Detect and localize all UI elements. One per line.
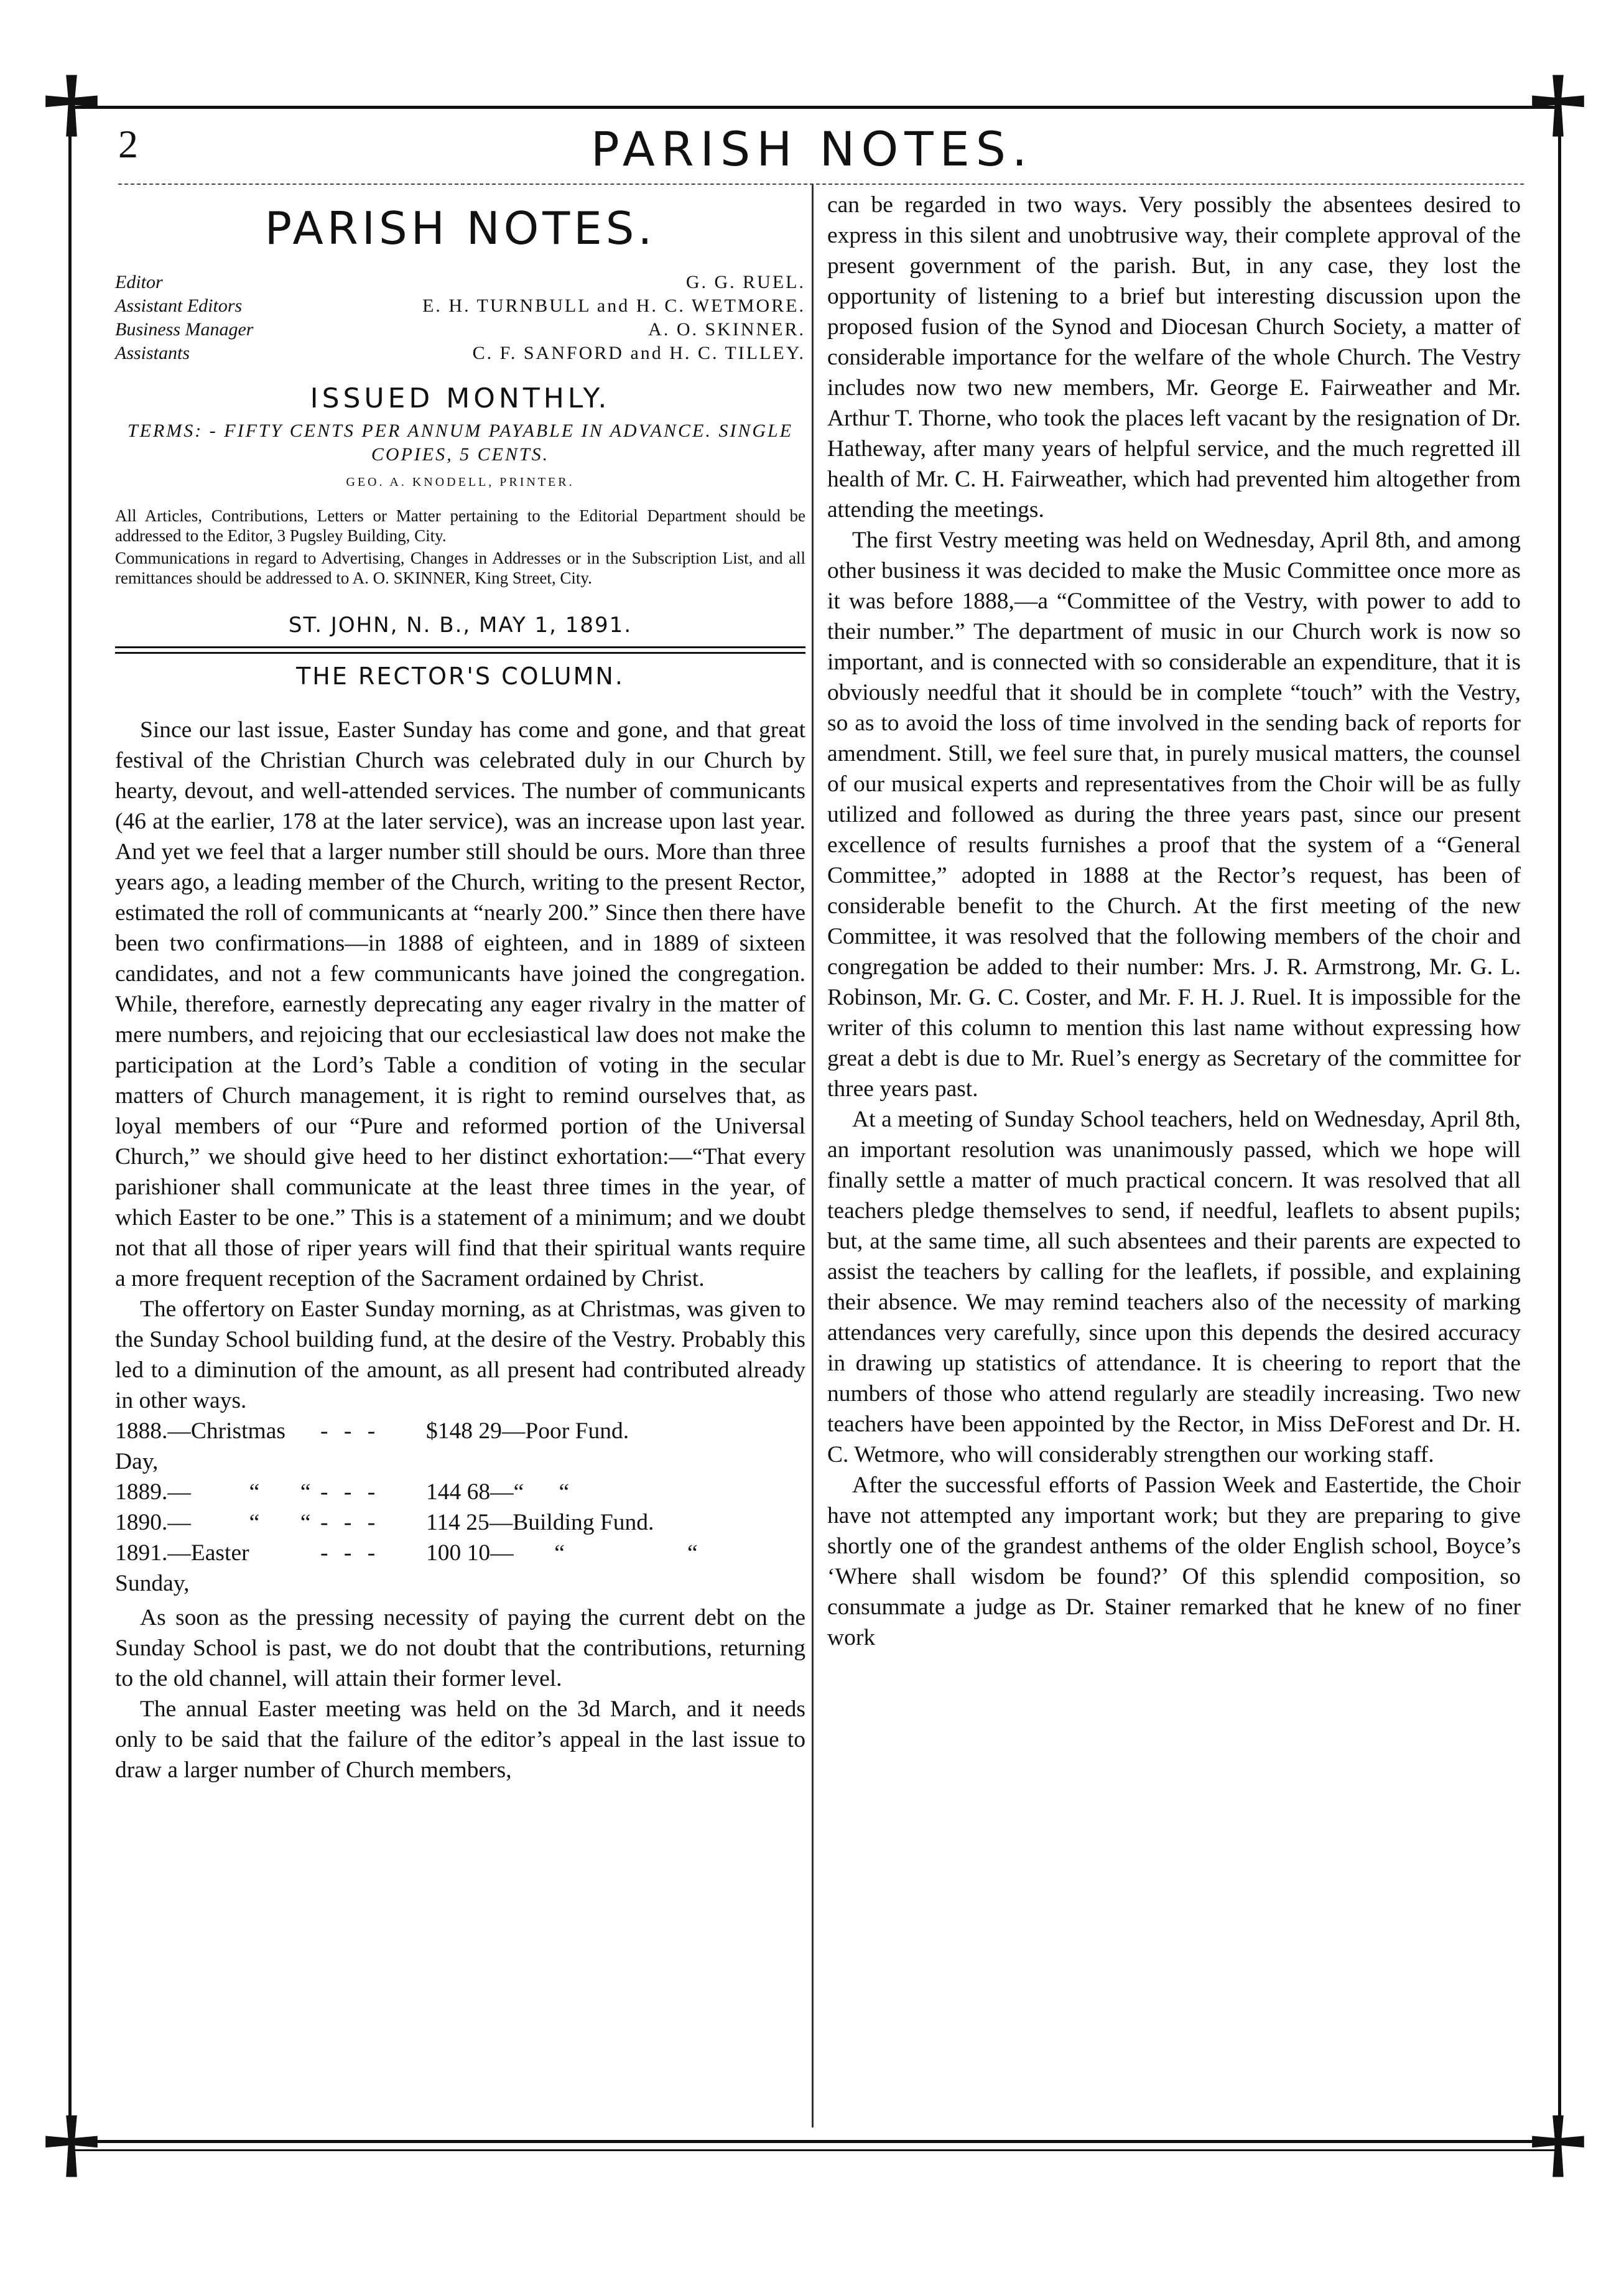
ledger-amount: 114 25—Building Fund. [426, 1510, 654, 1535]
bottom-rule [68, 2140, 1558, 2143]
ledger-dashes: - - - [320, 1510, 381, 1535]
staff-line [115, 271, 805, 294]
dateline: ST. JOHN, N. B., MAY 1, 1891. [288, 613, 633, 638]
editorial-notice: All Articles, Contributions, Letters or Matter pertaining to the Editorial Department should be addressed to the Editor, 3 Pugsley Building, City. [115, 506, 805, 545]
printer-credit: GEO. A. KNODELL, PRINTER. [346, 475, 575, 489]
table-row [115, 1538, 805, 1599]
ledger-amount: 100 10— “ [426, 1540, 565, 1566]
ledger-ditto [687, 1416, 805, 1477]
ledger-dashes: - - - [320, 1418, 381, 1444]
ledger-ditto: “ [687, 1540, 698, 1566]
staff-role: Assistants [115, 343, 190, 363]
table-row [115, 1416, 805, 1477]
paragraph: can be regarded in two ways. Very possibly the absentees desired to express in this silent and unobtrusive way, their complete approval of the present government of the parish. But, in any case, they lost the opportunity of listening to a brief but interesting discussion upon the proposed fusion of the Synod and Diocesan Church Society, a matter of considerable importance for the welfare of the whole Church. The Vestry includes now two new members, Mr. George E. Fairweather and Mr. Arthur T. Thorne, who took the places left vacant by the resignation of Dr. Hatheway, after many years of helpful service, and the much regretted ill health of Mr. C. H. Fairweather, which had prevented him altogether from attending the meetings. [827, 192, 1521, 523]
ledger-ditto [687, 1507, 805, 1538]
paragraph: As soon as the pressing necessity of paying the current debt on the Sunday School is past, we do not doubt that the contributions, returning to the old channel, will attain their former level. [115, 1605, 805, 1691]
table-row [115, 1477, 805, 1507]
header-rule [118, 184, 1524, 185]
ledger-dashes: - - - [320, 1540, 381, 1566]
paragraph: The first Vestry meeting was held on Wednesday, April 8th, and among other business it was decided to make the Music Committee once more as it was before 1888,—a “Committee of the Vestry, with power to add to their number.” The department of music in our Church work is now so important, and is connected with so considerable an expenditure, that it is obviously needful that it should be in complete “touch” with the Vestry, so as to avoid the loss of time involved in the sending back of reports for amendment. Still, we feel sure that, in purely musical matters, the counsel of our musical experts and representatives from the Choir will be as fully utilized and followed as during the three years past, since our present excellence of results furnishes a proof that the system of a “General Committee,” adopted in 1888 at the Rector’s request, has been of considerable benefit to the Church. At the first meeting of the new Committee, it was resolved that the following members of the choir and congregation be added to their number: Mrs. J. R. Armstrong, Mr. G. L. Robinson, Mr. G. C. Coster, and Mr. F. H. J. Ruel. It is impossible for the writer of this column to mention this last name without expressing how great a debt is due to Mr. Ruel’s energy as Secretary of the committee for three years past. [827, 528, 1521, 1102]
paragraph: The offertory on Easter Sunday morning, as at Christmas, was given to the Sunday School building fund, at the desire of the Vestry. Probably this led to a diminution of the amount, as all present had contributed already in other ways. [115, 1296, 805, 1413]
corner-cross-icon [37, 2112, 106, 2180]
staff-role: Business Manager [115, 319, 254, 340]
ledger-year: 1891.—Easter Sunday, [115, 1540, 249, 1596]
top-rule [68, 106, 1558, 109]
paragraph: The annual Easter meeting was held on the 3d March, and it needs only to be said that the failure of the editor’s appeal in the last issue to draw a larger number of Church members, [115, 1696, 805, 1783]
staff-line [115, 318, 805, 342]
subscription-terms: TERMS: - FIFTY CENTS PER ANNUM PAYABLE IN ADVANCE. SINGLE COPIES, 5 CENTS. [127, 421, 794, 465]
ledger-year: 1888.—Christmas Day, [115, 1418, 285, 1474]
ledger-dashes: - - - [320, 1479, 381, 1505]
staff-name: A. O. SKINNER. [648, 319, 805, 340]
paragraph: After the successful efforts of Passion Week and Eastertide, the Choir have not attempted any important work; but they are preparing to give shortly one of the grandest anthems of the older English school, Boyce’s ‘Where shall wisdom be found?’ Of this splendid composition, so consummate a judge as Dr. Stainer remarked that he knew of no finer work [827, 1472, 1521, 1650]
staff-name: C. F. SANFORD and H. C. TILLEY. [472, 343, 805, 363]
staff-line [115, 294, 805, 318]
staff-line [115, 342, 805, 365]
table-row [115, 1507, 805, 1538]
paragraph: Since our last issue, Easter Sunday has come and gone, and that great festival of the Christian Church was celebrated duly in our Church by hearty, devout, and well-attended services. The number of communicants (46 at the earlier, 178 at the later service), was an increase upon last year. And yet we feel that a larger number still should be ours. More than three years ago, a leading member of the Church, writing to the present Rector, estimated the roll of communicants at “nearly 200.” Since then there have been two confirmations—in 1888 of eighteen, and in 1889 of sixteen candidates, and not a few communicants have joined the congregation. While, therefore, earnestly deprecating any eager rivalry in the matter of mere numbers, and rejoicing that our ecclesiastical law does not make the participation at the Lord’s Table a condition of voting in the secular matters of Church management, it is right to remind ourselves that, as loyal members of our “Pure and reformed portion of the Universal Church,” we should give heed to her distinct exhortation:—“That every parishioner shall communicate at the least three times in the year, of which Easter to be one.” This is a statement of a minimum; and we doubt not that all those of riper years will find that their spiritual wants require a more frequent reception of the Sacrament ordained by Christ. [115, 717, 805, 1291]
column-divider [812, 184, 814, 2128]
running-head: PARISH NOTES. [590, 121, 1034, 177]
staff-name: E. H. TURNBULL and H. C. WETMORE. [422, 295, 805, 316]
paragraph: At a meeting of Sunday School teachers, held on Wednesday, April 8th, an important resolution was unanimously passed, which we hope will finally settle a matter of much practical concern. It was resolved that all teachers pledge themselves to send, if needful, leaflets to absent pupils; but, at the same time, all such absentees and their parents are expected to assist the teachers by calling for the leaflets, if possible, and explaining their absence. We may remind teachers also of the necessity of marking attendances very carefully, since upon this depends the desired accuracy in drawing up statistics of attendance. It is cheering to report that the numbers of those who attend regularly are steadily increasing. Two new teachers have been appointed by the Rector, in Miss DeForest and Dr. H. C. Wetmore, who will considerably strengthen our working staff. [827, 1107, 1521, 1467]
left-column [115, 190, 805, 1785]
ledger-year: 1890.— “ “ [115, 1510, 311, 1535]
page-number: 2 [118, 122, 138, 166]
staff-list [115, 271, 805, 365]
double-rule [115, 646, 805, 654]
ledger-year: 1889.— “ “ [115, 1479, 311, 1505]
ledger-amount: 144 68—“ “ [426, 1479, 570, 1505]
masthead-title: PARISH NOTES. [264, 202, 656, 254]
right-column [827, 190, 1521, 1653]
offertory-table [115, 1416, 805, 1599]
staff-role: Assistant Editors [115, 295, 243, 316]
staff-role: Editor [115, 272, 163, 292]
staff-name: G. G. RUEL. [685, 272, 805, 292]
corner-cross-icon [1524, 2112, 1592, 2180]
issued-monthly: ISSUED MONTHLY. [310, 383, 611, 414]
bottom-rule-inner [68, 2149, 1558, 2151]
business-notice: Communications in regard to Advertising, Changes in Addresses or in the Subscription List, and all remittances should be addressed to A. O. SKINNER, King Street, City. [115, 549, 805, 587]
ledger-ditto [687, 1477, 805, 1507]
ledger-amount: $148 29—Poor Fund. [426, 1418, 629, 1444]
section-heading: THE RECTOR'S COLUMN. [296, 663, 624, 690]
